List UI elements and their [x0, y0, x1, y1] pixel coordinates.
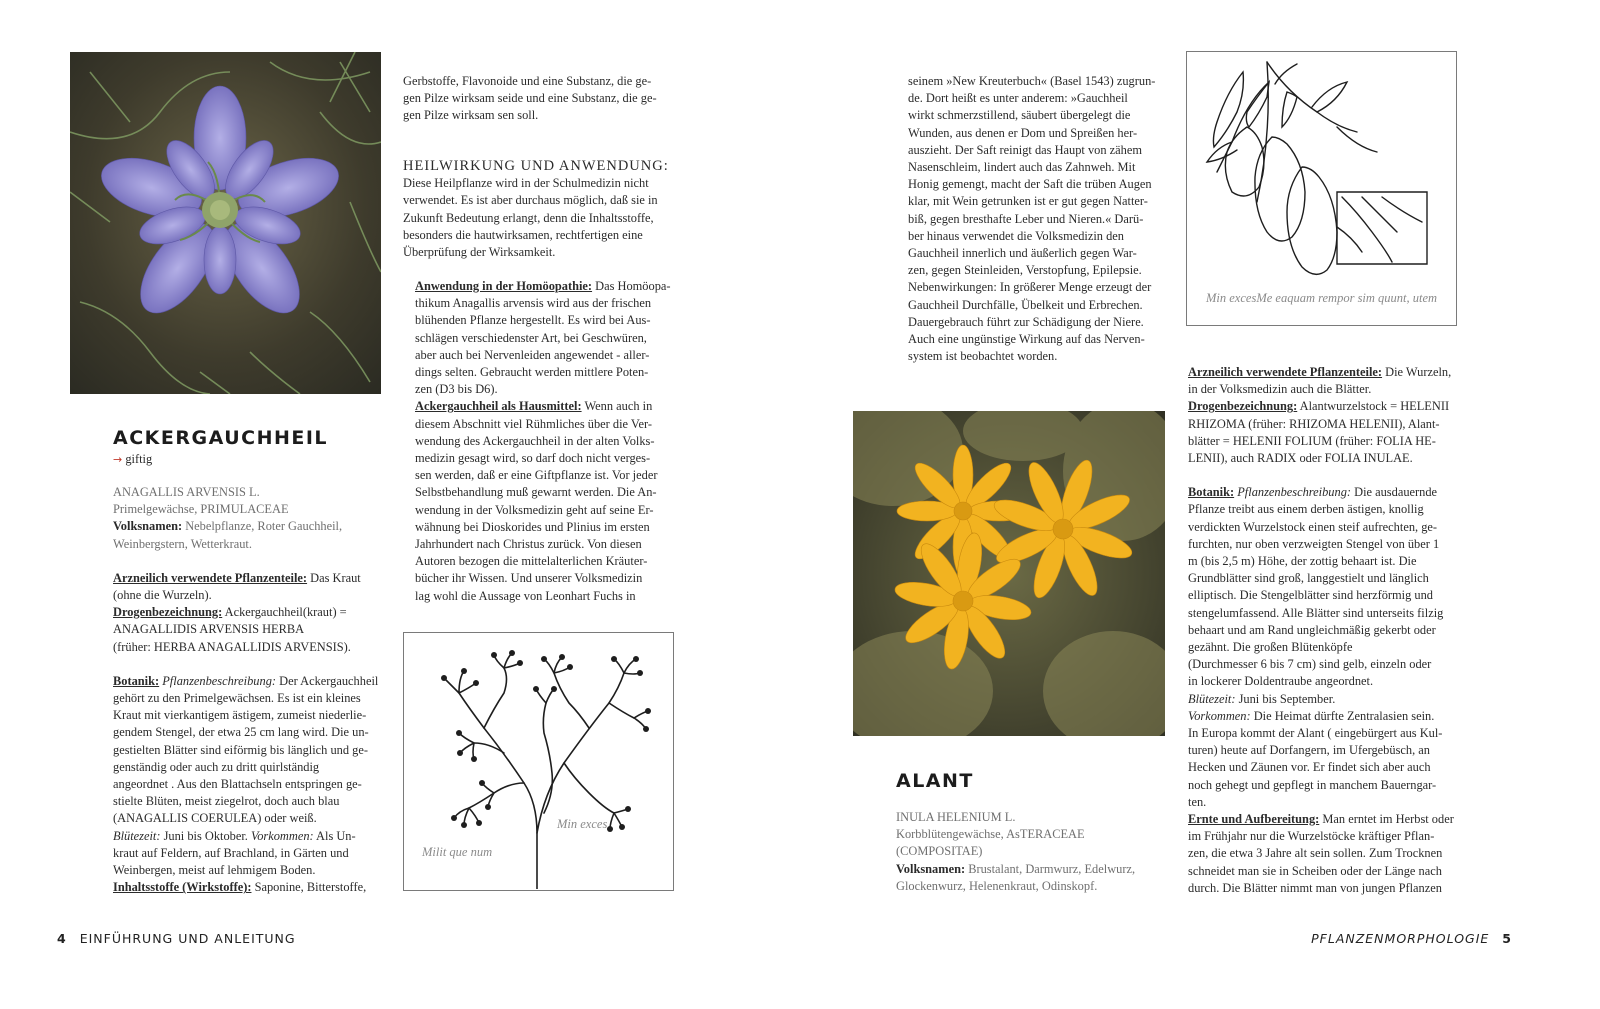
text-span: Wenn auch in: [581, 399, 653, 414]
warning-arrow-icon: →: [113, 453, 123, 466]
text-line: aber auch bei Nervenleiden angewendet - aller-: [415, 347, 650, 362]
text-span: Pflanzenbeschreibung:: [159, 673, 277, 688]
text-line: Diese Heilpflanze wird in der Schulmedizin nicht: [403, 176, 649, 191]
photo-yellow-flowers: [853, 411, 1165, 736]
illustration-caption-3: Min excesMe eaquam rempor sim quunt, utem: [1206, 291, 1438, 305]
text-span: Das Homöopa-: [592, 279, 671, 293]
text-line: im Frühjahr nur die Wurzelstöcke kräftiger Pflan-: [1188, 829, 1435, 844]
text-line: gehört zu den Primelgewächsen. Es ist ein kleines: [113, 691, 361, 706]
warning-label: giftig: [125, 452, 153, 466]
text-line: biß, gegen bresthafte Leber und Nieren.« Darü-: [908, 211, 1144, 226]
text-line: verwendet. Es ist aber durchaus möglich, daß sie in: [403, 193, 658, 208]
arzneilich-label: Arzneilich verwendete Pflanzenteile:: [1188, 365, 1383, 379]
homoeopathie-label: Anwendung in der Homöopathie:: [415, 279, 593, 293]
text-line: stielte Blüten, meist ziegelrot, doch auch blau: [113, 794, 340, 809]
text-line: Gauchheil innerlich und äußerlich gegen War-: [908, 246, 1137, 261]
text-span: Man erntet im Herbst oder: [1319, 812, 1454, 827]
text-line: Glockenwurz, Helenenkraut, Odinskopf.: [896, 878, 1098, 893]
text-line: genständig oder auch zu dritt quirlständig: [113, 759, 320, 774]
hausmittel-label: Ackergauchheil als Hausmittel:: [415, 399, 582, 414]
vorkommen-label: Vorkommen:: [251, 828, 314, 843]
text-line: kraut auf Feldern, auf Brachland, in Gärten und: [113, 845, 349, 860]
latin-name: INULA HELENIUM L.: [896, 810, 1016, 824]
text-line: de. Dort heißt es unter anderem: »Gauchheil: [908, 91, 1128, 106]
text-line: turen) heute auf Dorfangern, im Ufergebüsch, an: [1188, 743, 1430, 758]
ackergauchheil-details: [113, 484, 388, 896]
text-line: besonders die hautwirksamen, rechtfertigen eine: [403, 227, 643, 242]
text-span: Ackergauchheil(kraut) =: [222, 605, 347, 620]
alant-details: [1188, 364, 1463, 897]
text-span: Als Un-: [313, 828, 356, 843]
text-line: lag wohl die Aussage von Leonhart Fuchs in: [415, 588, 636, 603]
text-line: Autoren bezogen die mittelalterlichen Kräuter-: [415, 554, 648, 569]
text-line: gestielten Blätter sind eiförmig bis länglich und ge-: [113, 742, 368, 757]
text-span: Nebelpflanze, Roter Gauchheil,: [182, 519, 343, 534]
text-line: elliptisch. Die Stengelblätter sind herzförmig und: [1188, 588, 1433, 603]
text-line: (ohne die Wurzeln).: [113, 588, 212, 603]
text-line: Weinbergen, meist auf lehmigem Boden.: [113, 863, 316, 878]
ernte-label: Ernte und Aufbereitung:: [1188, 812, 1320, 827]
family-name: Primelgewächse, PRIMULACEAE: [113, 502, 289, 517]
text-line: thikum Anagallis arvensis wird aus der frischen: [415, 296, 652, 311]
text-line: m (bis 2,5 m) Höhe, der zottig behaart ist. Die: [1188, 554, 1417, 569]
text-line: medizin gesagt wird, so darf doch nicht verges-: [415, 451, 651, 466]
text-line: wendung in der Volksmedizin geht auf seine Er-: [415, 502, 654, 517]
text-span: Der Ackergauchheil: [276, 673, 379, 688]
text-line: Zukunft Bedeutung erlangt, denn die Inhaltsstoffe,: [403, 210, 654, 225]
text-line: Gauchheil Durchfälle, Übelkeit und Erbrechen.: [908, 297, 1143, 312]
leaves-drawing: [1187, 52, 1455, 292]
text-line: behaart und am Rand ungleichmäßig gekerbt oder: [1188, 622, 1436, 637]
volksnamen-label: Volksnamen:: [896, 861, 966, 876]
family-name: Korbblütengewächse, AsTERACEAE: [896, 827, 1085, 842]
text-line: auszieht. Der Saft reinigt das Haupt von zähem: [908, 142, 1142, 157]
text-line: angeordnet . Aus den Blattachseln entspringen ge-: [113, 777, 362, 792]
text-line: schneidet man sie in Scheiben oder der Länge nach: [1188, 863, 1442, 878]
text-line: ber hinaus verwendet die Volksmedizin den: [908, 228, 1124, 243]
botanik-label: Botanik:: [1188, 485, 1235, 500]
vorkommen-label: Vorkommen:: [1188, 708, 1251, 723]
text-line: gen Pilze wirksam sen soll.: [403, 108, 539, 123]
photo-nigella-flower-svg: [70, 52, 381, 394]
heilwirkung-heading: HEILWIRKUNG UND ANWENDUNG:: [403, 158, 669, 174]
page-number-left: 4: [57, 931, 67, 946]
text-span: Juni bis Oktober.: [160, 828, 252, 843]
text-line: blühenden Pflanze hergestellt. Es wird bei Aus-: [415, 313, 651, 328]
running-head-right: PFLANZENMORPHOLOGIE: [1311, 931, 1490, 946]
text-line: zen, gegen Steinleiden, Verstopfung, Epilepsie.: [908, 263, 1142, 278]
text-line: Nebenwirkungen: In größerer Menge erzeugt der: [908, 280, 1152, 295]
plant-title-ackergauchheil: ACKERGAUCHHEIL: [113, 427, 329, 449]
text-line: schlägen verschiedenster Art, bei Geschwüren,: [415, 330, 647, 345]
text-line: Pflanze treibt aus einem derben ästigen, knollig: [1188, 502, 1424, 517]
right-col1-text: [908, 73, 1178, 365]
text-span: Alantwurzelstock = HELENII: [1297, 399, 1450, 414]
text-line: noch gehegt und gepflegt in manchem Bauerngar-: [1188, 777, 1437, 792]
text-line: gendem Stengel, der etwa 25 cm lang wird. Die un-: [113, 725, 369, 740]
drogen-label: Drogenbezeichnung:: [1188, 399, 1298, 414]
text-line: Wunden, aus denen er Dom und Spreißen her-: [908, 125, 1138, 140]
illustration-frame-leaves: [1186, 51, 1457, 326]
homoeopathie-section: [415, 278, 680, 605]
footer-right: [1311, 931, 1512, 946]
text-line: LENII), auch RADIX oder FOLIA INULAE.: [1188, 451, 1413, 466]
text-line: RHIZOMA (früher: RHIZOMA HELENII), Alant-: [1188, 416, 1440, 431]
text-line: ten.: [1188, 794, 1207, 809]
page-number-right: 5: [1502, 931, 1512, 946]
text-line: Grundblätter sind groß, langgestielt und länglich: [1188, 571, 1429, 586]
text-span: Brustalant, Darmwurz, Edelwurz,: [965, 861, 1136, 876]
photo-yellow-flowers-svg: [853, 411, 1165, 736]
text-line: wendung des Ackergauchheil in der alten Volks-: [415, 433, 655, 448]
text-span: Die Wurzeln,: [1382, 365, 1452, 379]
text-line: Weinbergstern, Wetterkraut.: [113, 536, 252, 551]
text-line: stengelumfassend. Alle Blätter sind unterseits filzig: [1188, 605, 1444, 620]
text-line: Honig gemengt, macht der Saft die trüben Augen: [908, 177, 1152, 192]
bluetezeit-label: Blütezeit:: [1188, 691, 1236, 706]
text-line: Jahrhundert nach Christus zurück. Von diesen: [415, 537, 642, 552]
text-line: diesem Abschnitt viel Rühmliches über die Ver-: [415, 416, 652, 431]
text-line: Kraut mit vierkantigem ästigem, zumeist niederlie-: [113, 708, 367, 723]
text-line: Überprüfung der Wirksamkeit.: [403, 245, 556, 260]
text-line: seinem »New Kreuterbuch« (Basel 1543) zugrun-: [908, 74, 1156, 88]
text-line: durch. Die Blätter nimmt man von jungen Pflanzen: [1188, 880, 1442, 895]
family-name-alt: (COMPOSITAE): [896, 844, 983, 859]
heilwirkung-section: [403, 158, 678, 261]
plant-title-alant: ALANT: [896, 770, 974, 792]
text-line: zen (D3 bis D6).: [415, 382, 498, 397]
text-line: verdickten Wurzelstock einen steif aufrechten, ge-: [1188, 519, 1438, 534]
latin-name: ANAGALLIS ARVENSIS L.: [113, 485, 260, 499]
text-line: furchten, nur oben verzweigten Stengel von über 1: [1188, 536, 1440, 551]
text-line: system ist beobachtet worden.: [908, 349, 1058, 364]
text-line: Hecken und Zäunen vor. Er findet sich aber auch: [1188, 760, 1431, 775]
drogen-label: Drogenbezeichnung:: [113, 605, 223, 620]
text-span: Pflanzenbeschreibung:: [1234, 485, 1352, 500]
illustration-caption-2: Milit que num: [422, 845, 493, 859]
running-head-left: EINFÜHRUNG UND ANLEITUNG: [79, 931, 296, 946]
text-line: wirkt schmerzstillend, säubert übergelegt die: [908, 108, 1131, 123]
text-line: gen Pilze wirksam seide und eine Substanz, die ge-: [403, 91, 657, 106]
text-span: Saponine, Bitterstoffe,: [251, 880, 367, 895]
text-line: Dauergebrauch führt zur Schädigung der Niere.: [908, 314, 1144, 329]
text-line: zen, die etwa 3 Jahre alt sein sollen. Zum Trocknen: [1188, 846, 1443, 861]
alant-header-details: [896, 809, 1166, 895]
botanik-label: Botanik:: [113, 673, 160, 688]
text-line: in der Volksmedizin auch die Blätter.: [1188, 382, 1372, 397]
text-line: in lockerer Doldentraube angeordnet.: [1188, 674, 1374, 689]
footer-left: [57, 931, 296, 946]
warning-tag: [113, 451, 152, 468]
text-span: Die Heimat dürfte Zentralasien sein.: [1250, 708, 1435, 723]
text-line: Gerbstoffe, Flavonoide und eine Substanz, die ge-: [403, 74, 652, 88]
arzneilich-label: Arzneilich verwendete Pflanzenteile:: [113, 570, 308, 585]
text-line: Nasenschleim, lindert auch das Zahnweh. Mit: [908, 160, 1136, 175]
text-line: sen werden, daß er eine Giftpflanze ist. Vor jeder: [415, 468, 658, 483]
text-line: (Durchmesser 6 bis 7 cm) sind gelb, einzeln oder: [1188, 657, 1432, 672]
text-line: ANAGALLIDIS ARVENSIS HERBA: [113, 622, 305, 637]
left-top-paragraph: [403, 73, 678, 125]
bluetezeit-label: Blütezeit:: [113, 828, 161, 843]
text-line: Selbstbehandlung muß gewarnt werden. Die An-: [415, 485, 657, 500]
text-line: blätter = HELENII FOLIUM (früher: FOLIA HE-: [1188, 433, 1436, 448]
photo-nigella-flower: [70, 52, 381, 394]
text-line: (früher: HERBA ANAGALLIDIS ARVENSIS).: [113, 639, 351, 654]
text-span: Das Kraut: [307, 570, 361, 585]
text-span: Juni bis September.: [1235, 691, 1336, 706]
text-line: klar, mit Wein getrunken ist er gut gegen Natter-: [908, 194, 1148, 209]
text-line: wähnung bei Dioskorides und Plinius im ersten: [415, 519, 650, 534]
text-line: bücher ihr Wissen. Und unserer Volksmedizin: [415, 571, 643, 586]
text-line: In Europa kommt der Alant ( eingebürgert aus Kul-: [1188, 726, 1443, 741]
text-line: Auch eine ungünstige Wirkung auf das Nerven-: [908, 332, 1145, 347]
text-span: Die ausdauernde: [1351, 485, 1438, 500]
inhaltsstoffe-label: Inhaltsstoffe (Wirkstoffe):: [113, 880, 252, 895]
text-line: gezähnt. Die großen Blütenköpfe: [1188, 640, 1353, 655]
text-line: dings selten. Gebraucht werden mittlere Poten-: [415, 365, 649, 380]
text-line: (ANAGALLIS COERULEA) oder weiß.: [113, 811, 317, 826]
volksnamen-label: Volksnamen:: [113, 519, 183, 534]
illustration-caption-1: Min exces: [557, 817, 608, 831]
